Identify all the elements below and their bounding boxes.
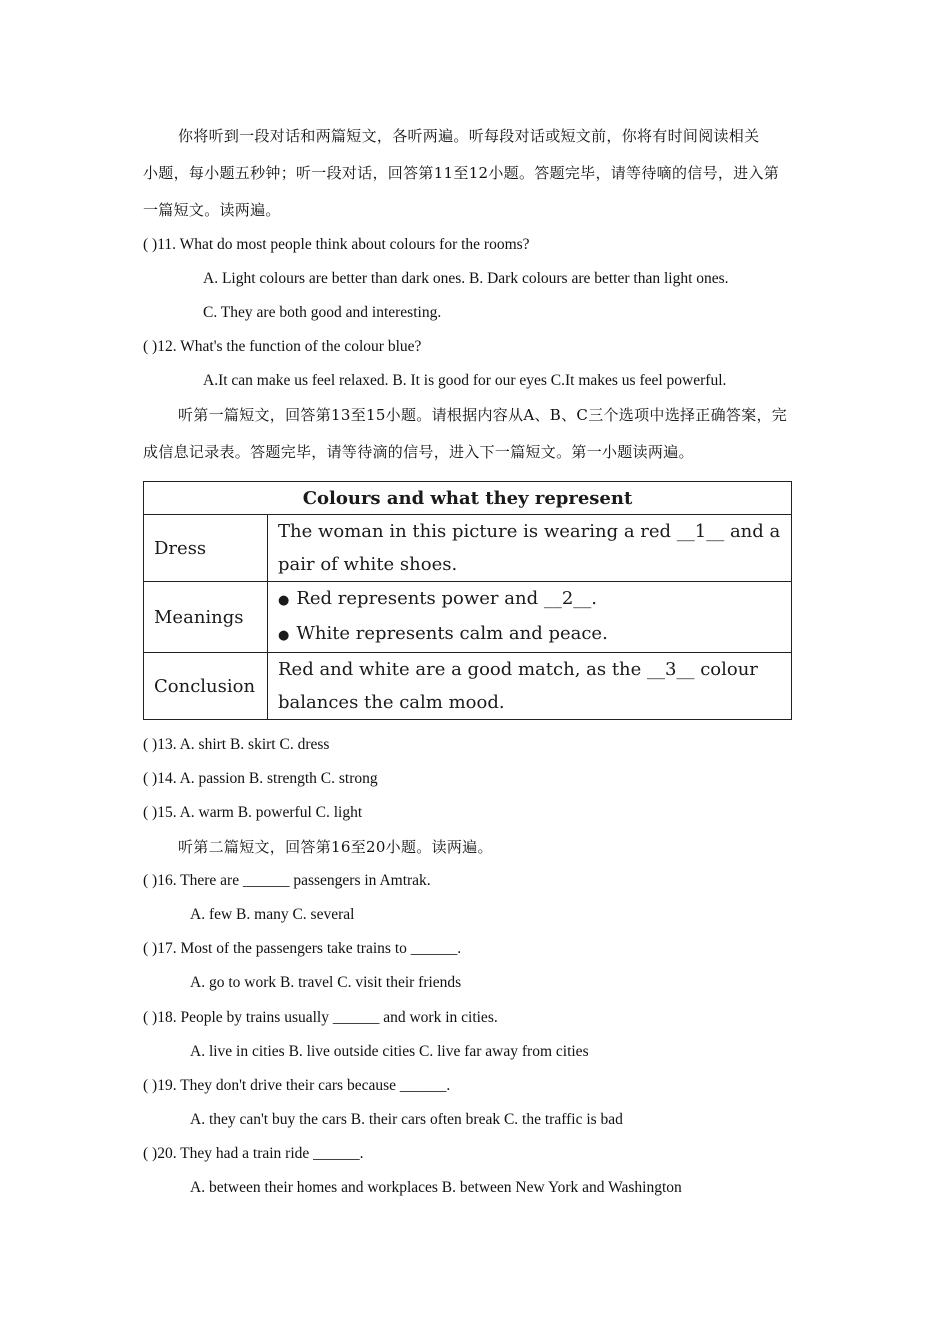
instruction-line: 成信息记录表。答题完毕，请等待滴的信号，进入下一篇短文。第一小题读两遍。 [143,443,694,461]
row-content [268,653,792,720]
bullet-icon: ● [278,628,290,643]
row-content [268,515,792,582]
question-19-stem: ( )19. They don't drive their cars because ______. [143,1077,451,1094]
row-line: ● White represents calm and peace. [278,623,608,644]
question-14: ( )14. A. passion B. strength C. strong [143,770,378,787]
row-line: Red and white are a good match, as the __3__ colour [278,659,758,680]
question-12-options: A.It can make us feel relaxed. B. It is good for our eyes C.It makes us feel powerful. [203,372,727,389]
question-20-stem: ( )20. They had a train ride ______. [143,1145,364,1162]
row-line: The woman in this picture is wearing a red __1__ and a [278,521,781,542]
table-title: Colours and what they represent [144,482,792,515]
question-11-options: A. Light colours are better than dark ones. B. Dark colours are better than light ones. [203,270,729,287]
question-11-options: C. They are both good and interesting. [203,304,442,321]
info-record-table [143,481,792,720]
question-13: ( )13. A. shirt B. skirt C. dress [143,736,330,753]
row-line: balances the calm mood. [278,692,505,713]
table-row [144,515,792,582]
row-line: ● Red represents power and __2__. [278,588,597,609]
instruction-line: 听第一篇短文，回答第13至15小题。请根据内容从A、B、C三个选项中选择正确答案，完 [178,406,788,424]
row-content [268,582,792,653]
question-17-options: A. go to work B. travel C. visit their friends [190,974,462,991]
table-row [144,582,792,653]
question-20-options: A. between their homes and workplaces B. between New York and Washington [190,1179,682,1196]
row-label: Dress [144,515,268,582]
instruction-line: 小题，每小题五秒钟；听一段对话，回答第11至12小题。答题完毕，请等待嘀的信号，进入第 [143,164,780,182]
question-16-options: A. few B. many C. several [190,906,355,923]
question-16-stem: ( )16. There are ______ passengers in Amtrak. [143,872,431,889]
row-label: Meanings [144,582,268,653]
table-row [144,653,792,720]
instruction-line: 一篇短文。读两遍。 [143,201,281,219]
question-17-stem: ( )17. Most of the passengers take trains to ______. [143,940,462,957]
row-label: Conclusion [144,653,268,720]
question-11-stem: ( )11. What do most people think about colours for the rooms? [143,236,530,253]
question-19-options: A. they can't buy the cars B. their cars often break C. the traffic is bad [190,1111,623,1128]
question-18-stem: ( )18. People by trains usually ______ and work in cities. [143,1009,498,1026]
bullet-icon: ● [278,593,290,608]
question-15: ( )15. A. warm B. powerful C. light [143,804,363,821]
question-12-stem: ( )12. What's the function of the colour blue? [143,338,422,355]
row-line: pair of white shoes. [278,554,458,575]
instruction-line: 你将听到一段对话和两篇短文，各听两遍。听每段对话或短文前，你将有时间阅读相关 [178,127,760,145]
question-18-options: A. live in cities B. live outside cities C. live far away from cities [190,1043,589,1060]
instruction-line: 听第二篇短文，回答第16至20小题。读两遍。 [178,838,493,856]
